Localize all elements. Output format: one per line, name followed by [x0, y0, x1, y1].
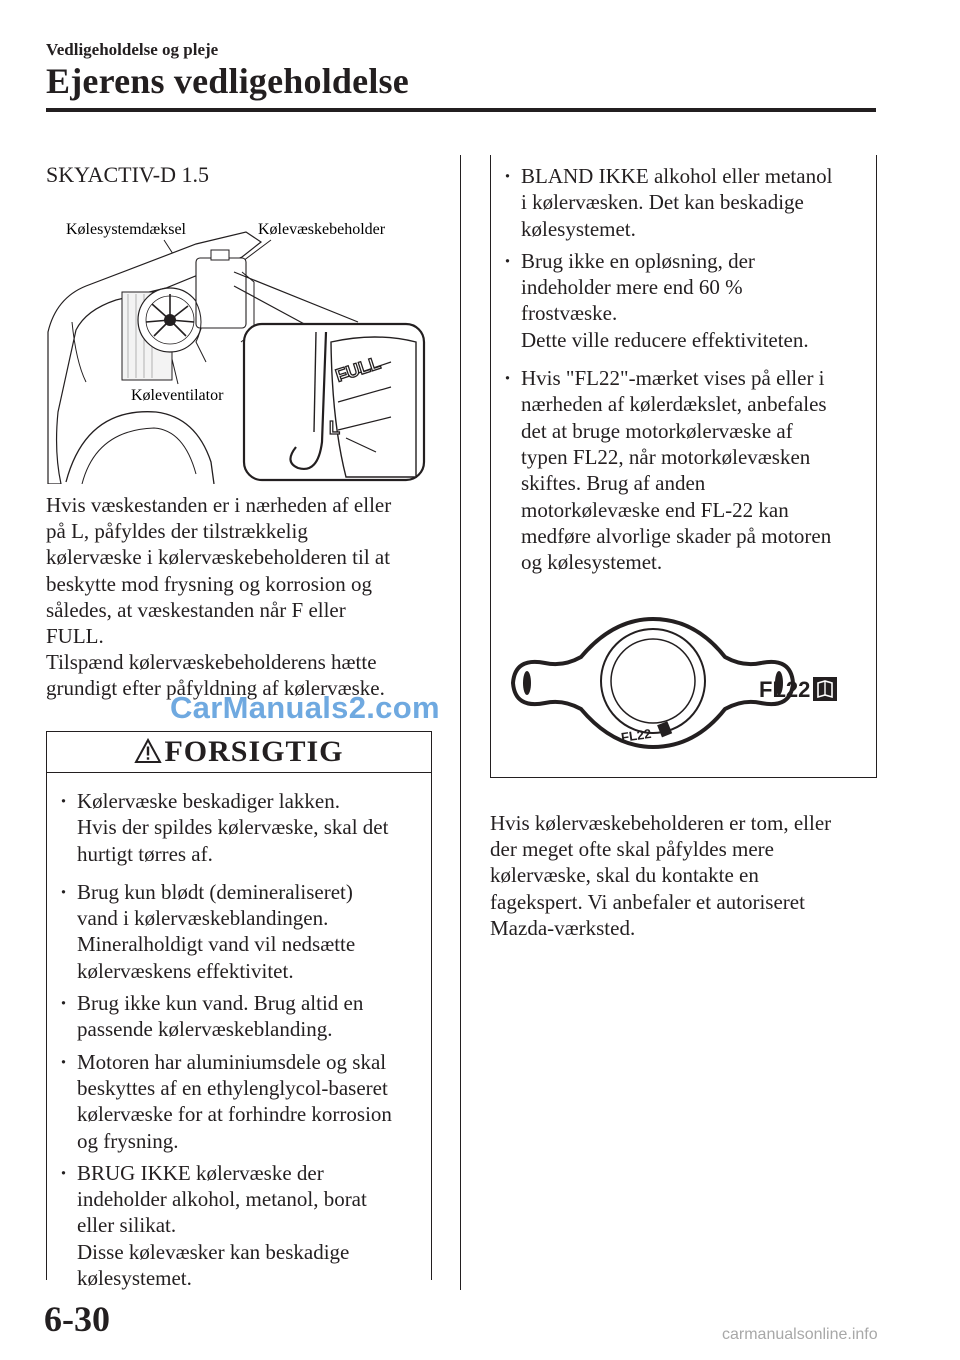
engine-coolant-figure	[46, 212, 430, 484]
paragraph-line: beskytte mod frysning og korrosion og	[46, 571, 373, 596]
paragraph-line: kølervæske i kølervæskebeholderen til at	[46, 545, 391, 570]
caution-line: skiftes. Brug af anden	[521, 471, 706, 496]
paragraph-line: Tilspænd kølervæskebeholderens hætte	[46, 650, 377, 675]
caution-line: eller silikat.	[77, 1213, 177, 1238]
title-rule	[46, 108, 876, 112]
caution-list	[47, 788, 419, 1297]
paragraph-line: således, at væskestanden når F eller	[46, 597, 346, 622]
low-mark: L	[329, 418, 340, 438]
paragraph-line: Hvis væskestanden er i nærheden af eller	[46, 493, 392, 517]
paragraph-line: der meget ofte skal påfyldes mere	[490, 837, 774, 862]
footer-site-url: carmanualsonline.info	[722, 1326, 878, 1343]
section-header: Vedligeholdelse og pleje	[46, 40, 219, 59]
label-cooling-cap: Kølesystemdæksel	[66, 221, 186, 238]
caution-line: Mineralholdigt vand vil nedsætte	[77, 932, 356, 957]
caution-item	[491, 248, 866, 353]
paragraph-line: grundigt efter påfyldning af kølervæske.	[46, 676, 385, 701]
warning-triangle-icon	[134, 738, 162, 764]
paragraph-line: FULL.	[46, 624, 104, 649]
full-mark: FULL	[333, 352, 383, 386]
caution-item	[491, 163, 866, 242]
caution-line: i kølervæsken. Det kan beskadige	[521, 190, 804, 215]
label-cooling-fan: Køleventilator	[131, 387, 224, 404]
caution-line: medføre alvorlige skader på motoren	[521, 523, 832, 548]
caution-line: · BRUG IKKE kølervæske der	[77, 1160, 324, 1185]
cap-fl22-text: FL22	[620, 725, 653, 745]
contact-paragraph	[490, 810, 890, 941]
caution-item	[47, 788, 419, 867]
column-divider	[460, 155, 461, 1290]
caution-title-text: FORSIGTIG	[164, 735, 344, 768]
caution-line: Disse kølevæsker kan beskadige	[77, 1239, 350, 1264]
caution-line: · Brug kun blødt (demineraliseret)	[77, 879, 353, 904]
caution-line: kølervæske for at forhindre korrosion	[77, 1102, 392, 1127]
caution-line: Hvis der spildes kølervæske, skal det	[77, 815, 389, 840]
caution-line: kølesystemet.	[77, 1266, 192, 1291]
label-coolant-reservoir: Kølevæskebeholder	[258, 221, 386, 238]
caution-line: · Kølervæske beskadiger lakken.	[77, 789, 341, 813]
caution-line: · Motoren har aluminiumsdele og skal	[77, 1049, 387, 1074]
caution-line: motorkølevæske end FL-22 kan	[521, 497, 789, 522]
caution-continued-list	[491, 163, 866, 581]
caution-line: kølesystemet.	[521, 216, 636, 241]
caution-line: og kølesystemet.	[521, 550, 663, 575]
paragraph-line: Hvis kølervæskebeholderen er tom, eller	[490, 811, 832, 835]
caution-line: beskyttes af en ethylenglycol-baseret	[77, 1075, 388, 1100]
caution-continued-box	[490, 155, 877, 778]
caution-line: · BLAND IKKE alkohol eller metanol	[521, 164, 833, 188]
caution-item	[491, 365, 866, 575]
caution-item	[47, 879, 419, 984]
caution-title	[47, 735, 431, 769]
watermark: CarManuals2.com	[170, 690, 440, 725]
caution-line: hurtigt tørres af.	[77, 841, 213, 866]
caution-line: · Brug ikke kun vand. Brug altid en	[77, 991, 364, 1016]
paragraph-line: fagekspert. Vi anbefaler et autoriseret	[490, 889, 805, 914]
paragraph-line: kølervæske, skal du kontakte en	[490, 863, 759, 888]
caution-item	[47, 990, 419, 1043]
caution-box	[46, 731, 432, 1291]
caution-line: indeholder alkohol, metanol, borat	[77, 1187, 367, 1212]
caution-item	[47, 1160, 419, 1291]
radiator-cap-figure	[503, 615, 863, 765]
page-title: Ejerens vedligeholdelse	[46, 61, 409, 101]
page-number: 6-30	[44, 1299, 110, 1339]
caution-line: passende kølervæskeblanding.	[77, 1017, 333, 1042]
caution-line: frostvæske.	[521, 301, 618, 326]
caution-line: og frysning.	[77, 1128, 179, 1153]
caution-line: nærheden af kølerdækslet, anbefales	[521, 392, 827, 417]
refill-paragraph	[46, 492, 446, 702]
engine-subtitle: SKYACTIV-D 1.5	[46, 162, 209, 187]
paragraph-line: på L, påfyldes der tilstrækkelig	[46, 519, 308, 544]
caution-line: Dette ville reducere effektiviteten.	[521, 327, 809, 352]
caution-line: indeholder mere end 60 %	[521, 275, 743, 300]
paragraph-line: Mazda-værksted.	[490, 915, 636, 940]
caution-line: typen FL22, når motorkølevæsken	[521, 444, 811, 469]
caution-line: · Hvis "FL22"-mærket vises på eller i	[521, 366, 825, 391]
caution-header	[47, 732, 431, 773]
caution-item	[47, 1049, 419, 1154]
caution-line: · Brug ikke en opløsning, der	[521, 248, 755, 273]
caution-line: det at bruge motorkølervæske af	[521, 418, 793, 443]
caution-line: vand i kølervæskeblandingen.	[77, 906, 329, 931]
fl22-badge-text: FL22	[759, 677, 811, 702]
caution-line: kølervæskens effektivitet.	[77, 958, 294, 983]
